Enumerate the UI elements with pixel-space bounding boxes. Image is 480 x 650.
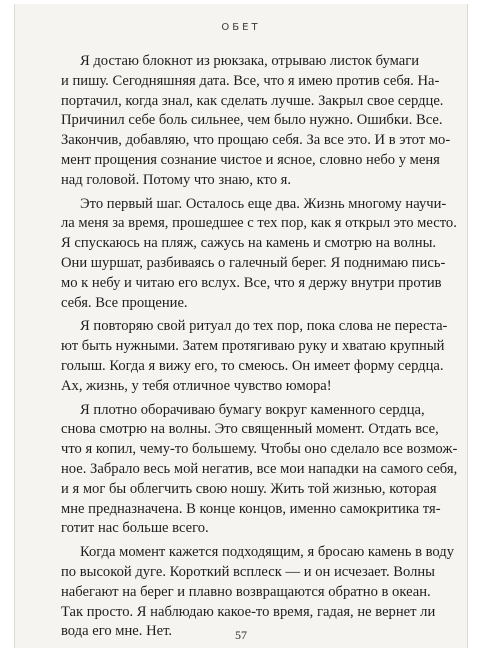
text-line: мо к небу и читаю его вслух. Все, что я держу внутри против [61,274,442,291]
text-line: снова смотрю на волны. Это священный момент. Отдать все, [61,421,439,438]
text-line: мне предназначена. В конце концов, именно самокритика тя- [61,500,441,517]
paragraph-2 [61,195,457,314]
paragraph-3 [61,317,448,396]
text-line: ла меня за время, прошедшее с тех пор, как я открыл это место. [61,215,457,232]
running-head: ОБЕТ [221,22,261,33]
text-line: готит нас больше всего. [61,520,209,537]
text-line: над головой. Потому что знаю, кто я. [61,171,292,188]
text-line: себя. Все прощение. [61,294,188,311]
body-text [61,52,458,646]
text-line: портачил, когда знал, как сделать лучше. Закрыл свое сердце. [61,92,444,109]
text-line: мент прощения сознание чистое и ясное, словно небо у меня [61,151,440,168]
text-line: и я мог бы облегчить свою ношу. Жить той жизнью, которая [61,480,437,497]
text-line: Я спускаюсь на пляж, сажусь на камень и смотрю на волны. [61,235,437,252]
text-line: Это первый шаг. Осталось еще два. Жизнь многому научи- [80,195,447,212]
text-line: ное. Забрало весь мой негатив, все мои нападки на самого себя, [61,460,458,477]
text-line: набегают на берег и плавно возвращаются обратно в океан. [61,583,431,600]
text-line: Я повторяю свой ритуал до тех пор, пока слова не переста- [80,318,448,335]
text-line: Я достаю блокнот из рюкзака, отрываю листок бумаги [80,53,420,69]
text-line: Так просто. Я наблюдаю какое-то время, гадая, не вернет ли [61,603,436,620]
paragraph-4 [61,401,458,540]
text-line: Когда момент кажется подходящим, я бросаю камень в воду [80,544,454,561]
text-line: Ах, жизнь, у тебя отличное чувство юмора! [61,377,332,394]
text-line: ют быть нужными. Затем протягиваю руку и хватаю крупный [61,338,445,355]
text-line: вода его мне. Нет. [61,623,173,640]
paragraph-1 [61,52,451,191]
text-line: Они шуршат, разбиваясь о галечный берег. Я поднимаю пись- [61,254,446,271]
text-line: Я плотно оборачиваю бумагу вокруг каменного сердца, [80,401,425,418]
page-number: 57 [235,628,247,642]
book-page [14,4,468,648]
text-line: Закончив, добавляю, что прощаю себя. За все это. И в этот мо- [61,132,451,149]
text-line: голыш. Когда я вижу его, то смеюсь. Он имеет форму сердца. [61,357,444,374]
text-line: и пишу. Сегодняшняя дата. Все, что я имею против себя. На- [61,72,440,89]
text-line: по высокой дуге. Короткий всплеск — и он исчезает. Волны [61,563,435,580]
text-line: что я копил, чему-то большему. Чтобы оно сделало все возмож- [61,441,458,458]
text-line: Причинил себе боль сильнее, чем было нужно. Ошибки. Все. [61,112,443,129]
